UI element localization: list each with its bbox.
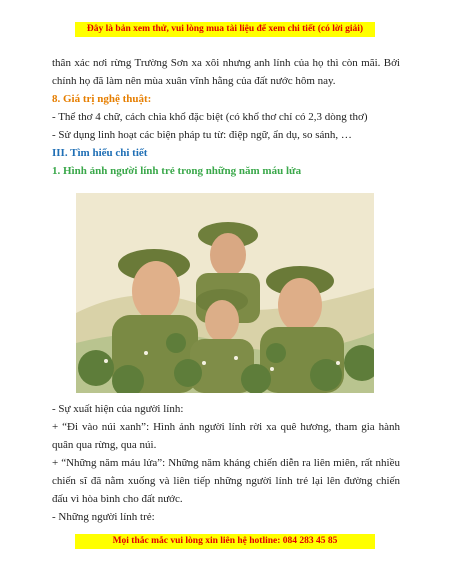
soldiers-image bbox=[76, 193, 374, 393]
line-1: - Sự xuất hiện của người lính: bbox=[52, 403, 184, 415]
document-body bbox=[52, 54, 400, 180]
soldiers-illustration bbox=[76, 193, 374, 393]
preview-banner: Đây là bản xem thử, vui lòng mua tài liệu để xem chi tiết (có lời giải) bbox=[75, 22, 375, 37]
paragraph-intro: thân xác nơi rừng Trường Sơn xa xôi nhưng anh lính của họ thì còn mãi. Bởi chính họ đã làm nên mùa xuân vĩnh hằng của đất nước hôm nay. bbox=[52, 57, 400, 87]
hotline-banner: Mọi thắc mắc vui lòng xin liên hệ hotline: 084 283 45 85 bbox=[75, 534, 375, 549]
section-8-title: 8. Giá trị nghệ thuật: bbox=[52, 93, 152, 105]
subsection-1-title: 1. Hình ảnh người lính trẻ trong những năm máu lửa bbox=[52, 165, 302, 177]
line-3: + “Những năm máu lửa”: Những năm kháng chiến diễn ra liên miên, rất nhiều chiến sĩ đã nằm xuống và liên tiếp những người lính trẻ lại lên đường chiến đấu vì hòa bình cho đất nước. bbox=[52, 457, 400, 505]
art-item-1: - Thể thơ 4 chữ, cách chia khổ đặc biệt (có khổ thơ chỉ có 2,3 dòng thơ) bbox=[52, 111, 368, 123]
section-3-title: III. Tìm hiểu chi tiết bbox=[52, 147, 148, 159]
art-item-2: - Sử dụng linh hoạt các biện pháp tu từ: điệp ngữ, ẩn dụ, so sánh, … bbox=[52, 129, 352, 141]
line-4: - Những người lính trẻ: bbox=[52, 511, 155, 523]
line-2: + “Đi vào núi xanh”: Hình ảnh người lính rời xa quê hương, tham gia hành quân qua rừng, qua núi. bbox=[52, 421, 400, 451]
document-body-lower bbox=[52, 400, 400, 526]
